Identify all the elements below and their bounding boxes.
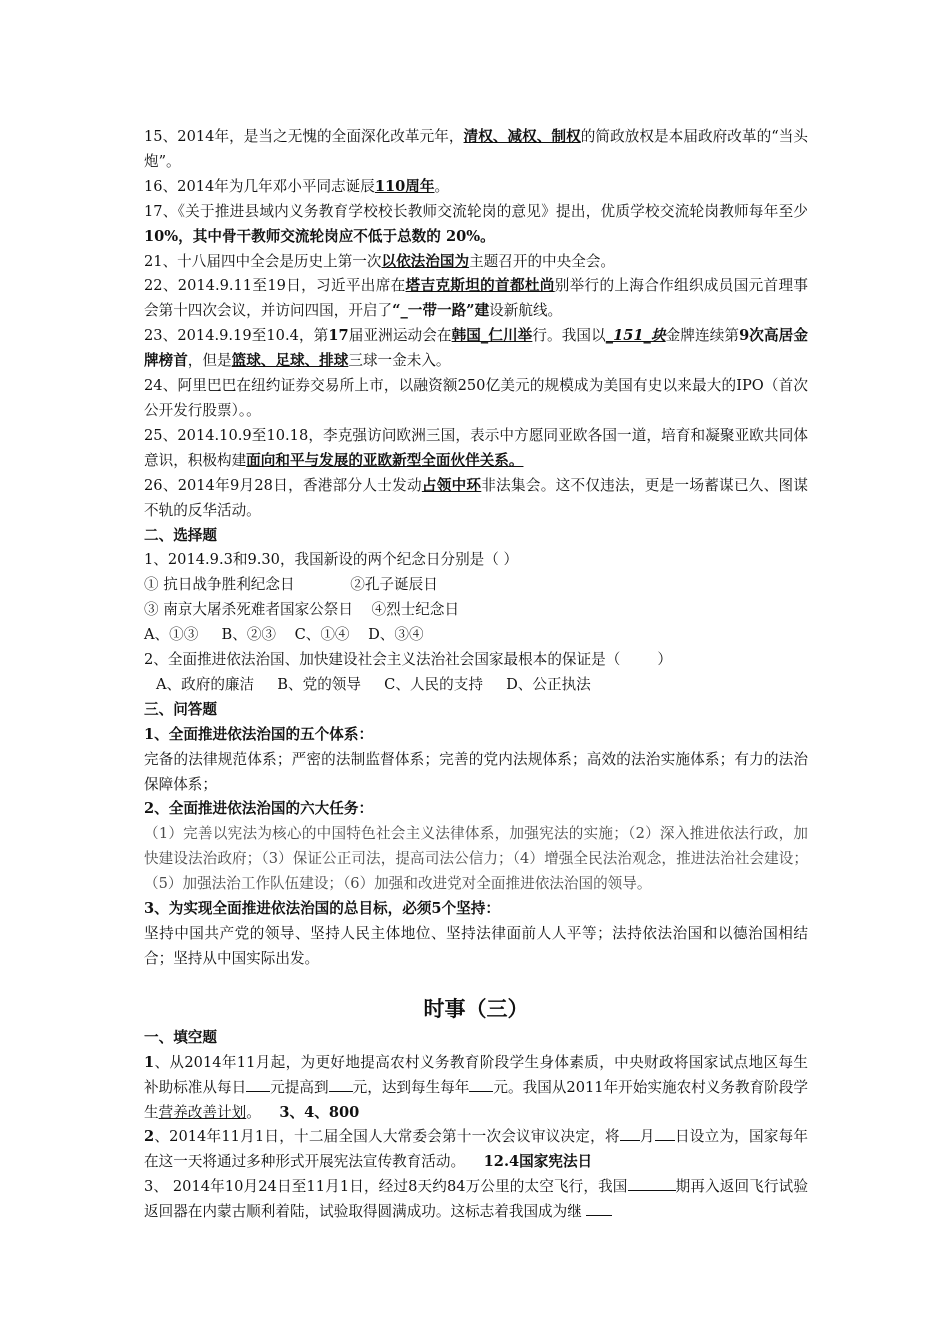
qa-answer-3: 坚持中国共产党的领导、坚持人民主体地位、坚持法律面前人人平等；法持依法治国和以德治国相结合；坚持从中国实际出发。 [144, 925, 808, 967]
choice-q1-options-a: ① 抗日战争胜利纪念日 ②孔子诞辰日 [144, 576, 438, 594]
choice-q2-answers: A、政府的廉洁 B、党的领导 C、人民的支持 D、公正执法 [156, 675, 591, 693]
item-23-answer-3: 9次高居金牌榜首 [144, 327, 808, 370]
item-21-text: 21、十八届四中全会是历史上第一次 [144, 252, 382, 270]
choice-q1-options-b: ③ 南京大屠杀死难者国家公祭日 ④烈士纪念日 [144, 601, 460, 619]
item-23-text-6: ，但是 [187, 352, 232, 370]
item-21-answer: 以依法治国为 [381, 252, 470, 270]
item-15-answer: 清权、减权、制权 [463, 128, 581, 145]
choice-q2: 2、全面推进依法治国、加快建设社会主义法治社会国家最根本的保证是（ ） [144, 651, 672, 669]
item-22-text: 22、2014.9.11至19日，习近平出席在 [144, 277, 406, 295]
section3-item-1 [144, 1051, 808, 1126]
blank-line [628, 1175, 676, 1191]
item-15 [144, 125, 808, 175]
choice-q1-answers: A、①③ B、②③ C、①④ D、③④ [144, 626, 424, 644]
section3-item-1-text-2: 元提高到 [270, 1078, 329, 1096]
section3-item-3-text-2: 期再入返回飞行试验返回器在内蒙古顺利着陆，试验取得圆满成功。这标志着我国成为继 [144, 1178, 808, 1221]
section3-item-1-number: 1 [144, 1053, 155, 1071]
item-23 [144, 324, 808, 374]
blank-line [246, 1076, 270, 1092]
item-17-answer: 10%，其中骨干教师交流轮岗应不低于总数的 20%。 [144, 227, 495, 245]
item-23-text-3: 亚洲运动会在 [363, 327, 452, 345]
item-23-number: 17 [328, 327, 349, 345]
item-26-text: 26、2014年9月28日，香港部分人士发动 [144, 476, 422, 494]
qa-heading-2: 2、全面推进依法治国的六大任务： [144, 800, 374, 818]
item-25 [144, 424, 808, 474]
section3-item-2-text-3: 日设立为，国家每年在这一天将通过多种形式开展宪法宣传教育活动。 [144, 1128, 808, 1171]
section3-item-2-text-2: 月 [639, 1128, 655, 1146]
item-16-text: 16、2014年为几年邓小平同志诞辰 [144, 177, 375, 195]
section3-item-2-number: 2 [144, 1128, 155, 1146]
section3-item-1-text-4: 元。我国从2011年开始实施农村义务教育阶段学生 [144, 1078, 808, 1121]
qa-heading-3: 3、为实现全面推进依法治国的总目标，必须5个坚持： [144, 900, 500, 918]
choice-heading: 二、选择题 [144, 526, 217, 544]
item-22-answer: 塔吉克斯坦的首都杜尚 [405, 277, 555, 295]
item-16-answer: 110周年 [374, 177, 435, 195]
item-22-answer-2: “_一带一路”建 [392, 302, 490, 320]
blank-line [469, 1076, 493, 1092]
section3-item-1-answer: 3、4、800 [279, 1103, 360, 1121]
section3-item-1-text-5: 。 [246, 1103, 261, 1121]
section3-item-3-text: 3、 2014年10月24日至11月1日，经过8天约84万公里的太空飞行，我国 [144, 1178, 628, 1196]
item-23-text-2: 届 [348, 327, 364, 345]
document-body [144, 125, 808, 1225]
item-17 [144, 200, 808, 250]
item-26 [144, 474, 808, 524]
qa-heading: 三、问答题 [144, 700, 217, 718]
item-17-text: 17、《关于推进县域内义务教育学校校长教师交流轮岗的意见》提出，优质学校交流轮岗教师每年至少 [144, 202, 808, 220]
blank-line [655, 1125, 675, 1141]
item-23-text: 23、2014.9.19至10.4，第 [144, 327, 329, 345]
choice-q1: 1、2014.9.3和9.30，我国新设的两个纪念日分别是（ ） [144, 551, 519, 569]
item-22-text-end: 设新航线。 [489, 302, 563, 320]
item-21-text-end: 主题召开的中央全会。 [469, 252, 616, 270]
section3-item-1-answer-underlined: 营养改善计划 [158, 1103, 247, 1121]
section3-item-2-text: 、2014年11月1日，十二届全国人大常委会第十一次会议审议决定，将 [154, 1128, 620, 1146]
qa-answer-1: 完备的法律规范体系；严密的法制监督体系；完善的党内法规体系；高效的法治实施体系；有力的法治保障体系； [144, 750, 808, 793]
blank-line [586, 1200, 612, 1216]
item-23-answer-4: 篮球、足球、排球 [231, 352, 349, 370]
section3-item-2-answer: 12.4国家宪法日 [483, 1153, 593, 1171]
section3-item-1-text-3: 元，达到每生每年 [352, 1078, 470, 1096]
section-title: 时事（三） [423, 995, 529, 1021]
item-23-answer-2: _151_块 [605, 327, 666, 345]
item-23-answer: 韩国_仁川举 [451, 327, 533, 345]
section3-item-2 [144, 1125, 808, 1175]
item-16 [144, 175, 808, 200]
qa-heading-1: 1、全面推进依法治国的五个体系： [144, 725, 374, 743]
section3-item-1-text: 、从2014年11月起，为更好地提高农村义务教育阶段学生身体素质，中央财政将国家试点地区每生补助标准从每日 [144, 1053, 808, 1096]
item-16-text-end: 。 [434, 177, 450, 195]
item-15-text: 15、2014年，是当之无愧的全面深化改革元年， [144, 128, 464, 145]
section3-heading: 一、填空题 [144, 1028, 217, 1046]
blank-line [620, 1125, 640, 1141]
item-23-text-4: 行。我国以 [532, 327, 606, 345]
item-22 [144, 274, 808, 324]
section3-item-3 [144, 1175, 808, 1225]
item-21 [144, 250, 808, 275]
item-23-text-end: 三球一金未入。 [348, 352, 451, 370]
item-26-answer: 占领中环 [421, 476, 482, 494]
item-22-text-mid: 别举行的上海合作组织成员国元首理事会第十四次会议，并访问四国，开启了 [144, 277, 808, 320]
item-15-text-end: 的简政放权是本届政府改革的“当头炮”。 [144, 128, 808, 170]
qa-answer-2: （1）完善以宪法为核心的中国特色社会主义法律体系，加强宪法的实施；（2）深入推进依法行政，加快建设法治政府；（3）保证公正司法，提高司法公信力；（4）增强全民法治观念，推进法治社会建设；（5）加强法治工作队伍建设；（6）加强和改进党对全面推进依法治国的领导。 [144, 825, 808, 893]
item-25-text: 25、2014.10.9至10.18，李克强访问欧洲三国，表示中方愿同亚欧各国一道，培育和凝聚亚欧共同体意识，积极构建 [144, 426, 808, 469]
item-24: 24、阿里巴巴在纽约证券交易所上市，以融资额250亿美元的规模成为美国有史以来最大的IPO（首次公开发行股票）。。 [144, 377, 808, 419]
blank-line [329, 1076, 353, 1092]
item-25-answer: 面向和平与发展的亚欧新型全面伙伴关系。 [246, 451, 524, 469]
item-26-text-end: 非法集会。这不仅违法，更是一场蓄谋已久、图谋不轨的反华活动。 [144, 476, 808, 519]
item-23-text-5: 金牌连续第 [665, 327, 740, 345]
